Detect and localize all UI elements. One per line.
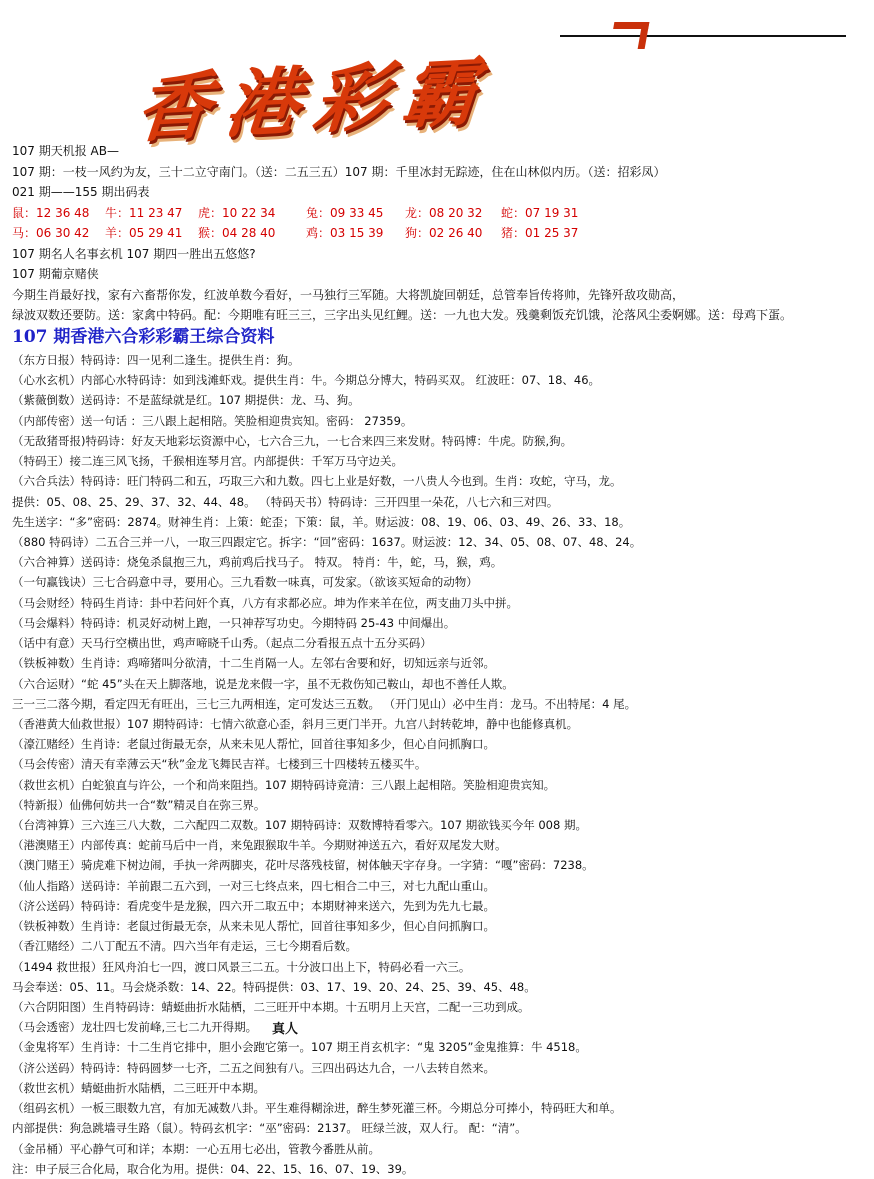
content-line: （香港黄大仙救世报）107 期特码诗：七情六欲意心歪，斜月三更门半开。九宫八封转乾坤，静中也能修真机。 bbox=[12, 716, 579, 731]
content-line: （内部传密）送一句话 ：三八跟上起相陪。笑脸相迎贵宾知。密码： 27359。 bbox=[12, 413, 413, 428]
content-line: （特码王）接二连三风飞扬，千猴相连琴月宫。内部提供：千军万马守边关。 bbox=[12, 454, 403, 469]
content-line: （组码玄机）一板三眼数九宫，有加无减数八卦。平生难得糊涂进，醉生梦死灌三杯。今期总分可捧小，特码旺大和单。 bbox=[12, 1101, 622, 1116]
content-line: （澳门赌王）骑虎难下树边闹，手执一斧两脚夹，花叶尽落残枝留，树体触天字存身。一字猜：“嘎”密码：7238。 bbox=[12, 858, 594, 873]
banner-title: 香港彩霸 bbox=[132, 48, 495, 154]
header-line: 107 期葡京赌侠 bbox=[12, 267, 99, 281]
zodiac-cell: 鸡：03 15 39 bbox=[306, 226, 384, 240]
content-line: （880 特码诗）二五合三并一八，一取三四跟定它。拆字：“回”密码：1637。财运波：12、34、05、08、07、48、24。 bbox=[12, 534, 642, 549]
zodiac-cell: 兔：09 33 45 bbox=[306, 205, 384, 220]
content-line: 先生送字：“多”密码：2874。财神生肖：上策：蛇歪；下策：鼠，羊。财运波：08、19、06、03、49、26、33、18。 bbox=[12, 514, 631, 529]
zodiac-cell: 龙：08 20 32 bbox=[405, 205, 483, 220]
zodiac-cell: 马：06 30 42 bbox=[12, 226, 90, 240]
section-title: 107 期香港六合彩彩霸王综合资料 bbox=[12, 327, 275, 347]
content-line: （马会爆料）特码诗：机灵好动树上跑，一只神荐写功史。今期特码 25-43 中间爆出。 bbox=[12, 615, 456, 630]
zodiac-row-1 bbox=[12, 203, 872, 224]
zodiac-cell: 猴：04 28 40 bbox=[198, 226, 276, 240]
zodiac-cell: 猪：01 25 37 bbox=[501, 226, 579, 240]
zodiac-cell: 蛇：07 19 31 bbox=[501, 205, 579, 220]
content-lines bbox=[12, 350, 872, 1179]
content-line: 三一三二落今期，看定四无有旺出，三七三九两相连，定可发达三五数。 （开门见山）必中生肖：龙马。不出特尾：4 尾。 bbox=[12, 696, 637, 711]
header-section bbox=[12, 141, 872, 326]
content-line: （马会透密）龙壮四七发前峰,三七二九开得期。 bbox=[12, 1020, 258, 1035]
header-line: 绿波双数还要防。送：家禽中特码。配：今期唯有旺三三，三字出头见红鲤。送：一九也大发。残羹剩饭充饥饿，沦落风尘委婀娜。送：母鸡下蛋。 bbox=[12, 308, 793, 322]
content-line: 内部提供：狗急跳墙寻生路（鼠）。特码玄机字：“巫”密码：2137。 旺绿兰波，双人行。 配：“清”。 bbox=[12, 1121, 527, 1136]
content-line: （台湾神算）三六连三八大数，二六配四二双数。107 期特码诗：双数博特看零六。107 期欲钱买今年 008 期。 bbox=[12, 818, 587, 833]
zodiac-cell: 狗：02 26 40 bbox=[405, 226, 483, 240]
content-line: （无敌猪哥报)特码诗：好友天地彩坛资源中心，七六合三九，一七合来四三来发财。特码博：牛虎。防猴,狗。 bbox=[12, 433, 573, 448]
content-line: （六合运财）“蛇 45”头在天上脚落地，说是龙来假一字，虽不无救伤知己鞍山，却也不善任人欺。 bbox=[12, 676, 514, 691]
overlay-stamp: 真人 bbox=[272, 1022, 299, 1037]
header-line: 107 期名人名事玄机 107 期四一胜出五悠悠? bbox=[12, 246, 256, 261]
content-line: 注：申子辰三合化局，取合化为用。提供：04、22、15、16、07、19、39。 bbox=[12, 1161, 414, 1176]
content-line: （六合阴阳图）生肖特码诗：蜻蜓曲折水陆栖，二三旺开中本期。十五明月上天宫，二配一三功到成。 bbox=[12, 1000, 530, 1014]
content-line: （金吊桶）平心静气可和详；本期：一心五用七必出，管教今番胜从前。 bbox=[12, 1141, 380, 1156]
content-line: （六合神算）送码诗：烧兔杀鼠抱三九，鸡前鸡后找马子。 特双。 特肖：牛，蛇，马，猴，鸡。 bbox=[12, 555, 503, 570]
content-line: （铁板神数）生肖诗：鸡啼猪叫分欲清，十二生肖隔一人。左邻右舍要和好，切知远亲与近邻。 bbox=[12, 656, 495, 671]
content-line: （紫薇倒数）送码诗：不是蓝绿就是红。107 期提供：龙、马、狗。 bbox=[12, 393, 360, 408]
content-line: 马会奉送：05、11。马会烧杀数：14、22。特码提供：03、17、19、20、24、25、39、45、48。 bbox=[12, 979, 536, 994]
header-line: 107 期：一枝一风约为友，三十二立守南门。（送：二五三五）107 期：千里冰封无踪迹，住在山林似内历。（送：招彩凤） bbox=[12, 164, 666, 179]
banner-ornament bbox=[610, 22, 650, 49]
content-line: （1494 救世报）狂风舟泊七一四，渡口风景三二五。十分波口出上下，特码必看一六三。 bbox=[12, 959, 471, 974]
content-line: （马会传密）清天有幸薄云天“秋”金龙飞舞民吉祥。七楼到三十四楼转五楼买牛。 bbox=[12, 757, 427, 772]
header-line: 021 期——155 期出码表 bbox=[12, 185, 150, 199]
content-line: （仙人指路）送码诗：羊前跟二五六到，一对三七终点来，四七相合二中三，对七九配山重山。 bbox=[12, 878, 495, 893]
content-line: （马会财经）特码生肖诗：卦中若问奸个真，八方有求都必应。坤为作来羊在位，两支曲刀头中拼。 bbox=[12, 595, 518, 610]
content-line: （话中有意）天马行空横出世，鸡声啼晓千山秀。（起点二分看报五点十五分买码） bbox=[12, 636, 432, 651]
zodiac-cell: 羊：05 29 41 bbox=[105, 226, 183, 240]
content-line: （特新报）仙佛何妨共一合“数”精灵自在弥三界。 bbox=[12, 797, 266, 812]
content-line: （心水玄机）内部心水特码诗：如到浅滩虾戏。提供生肖：牛。今期总分博大，特码买双。 红波旺：07、18、46。 bbox=[12, 373, 601, 388]
content-line: （六合兵法）特码诗：旺门特码二和五，巧取三六和九数。四七上业是好数，一八贵人今也到。生肖：攻蛇，守马，龙。 bbox=[12, 474, 622, 489]
content-line: （救世玄机）蜻蜓曲折水陆栖，二三旺开中本期。 bbox=[12, 1080, 265, 1095]
zodiac-cell: 虎：10 22 34 bbox=[198, 205, 276, 220]
zodiac-row-2 bbox=[12, 223, 872, 244]
content-line: （香江赌经）二八丁配五不清。四六当年有走运，三七今期看后数。 bbox=[12, 939, 357, 954]
content-line: （金鬼将军）生肖诗：十二生肖它排中，胆小会跑它第一。107 期王肖玄机字：“鬼 3205”金鬼推算：牛 4518。 bbox=[12, 1040, 587, 1055]
content-line: （济公送码）特码诗：特码圆梦一七齐，二五之间独有八。三四出码达九合，一八去转自然来。 bbox=[12, 1060, 495, 1075]
content-line: （东方日报）特码诗：四一见利二逢生。提供生肖：狗。 bbox=[12, 353, 300, 367]
content-line: （港澳赌王）内部传真：蛇前马后中一肖，来兔跟猴取牛羊。今期财神送五六，看好双尾发大财。 bbox=[12, 838, 507, 853]
content-line: （一句赢钱诀）三七合码意中寻，要用心。三九看数一味真，可发家。（欲该买短命的动物） bbox=[12, 575, 478, 590]
content-line: （铁板神数）生肖诗：老鼠过街最无奈，从来未见人帮忙，回首往事知多少，但心自问抓胸口。 bbox=[12, 919, 495, 934]
header-line: 今期生肖最好找，家有六畜帮你发，红波单数今看好，一马独行三军随。大将凯旋回朝廷，总管奉旨传将帅，先锋歼敌攻勋高， bbox=[12, 287, 685, 302]
banner-rule bbox=[560, 35, 846, 37]
zodiac-cell: 牛：11 23 47 bbox=[105, 205, 183, 220]
header-line: 107 期天机报 AB— bbox=[12, 144, 119, 158]
content-line: （济公送码）特码诗：看虎变牛是龙猴，四六开二取五中；本期财神来送六，先到为先九七最。 bbox=[12, 898, 495, 913]
content-line: 提供：05、08、25、29、37、32、44、48。 （特码天书）特码诗：三开四里一朵花，八七六和三对四。 bbox=[12, 494, 559, 509]
zodiac-cell: 鼠：12 36 48 bbox=[12, 205, 90, 220]
content-line: （救世玄机）白蛇狼直与许公，一个和尚来阻挡。107 期特码诗竟清：三八跟上起相陪。笑脸相迎贵宾知。 bbox=[12, 777, 556, 792]
content-line: （濠江赌经）生肖诗：老鼠过街最无奈，从来未见人帮忙，回首往事知多少，但心自问抓胸口。 bbox=[12, 737, 495, 752]
